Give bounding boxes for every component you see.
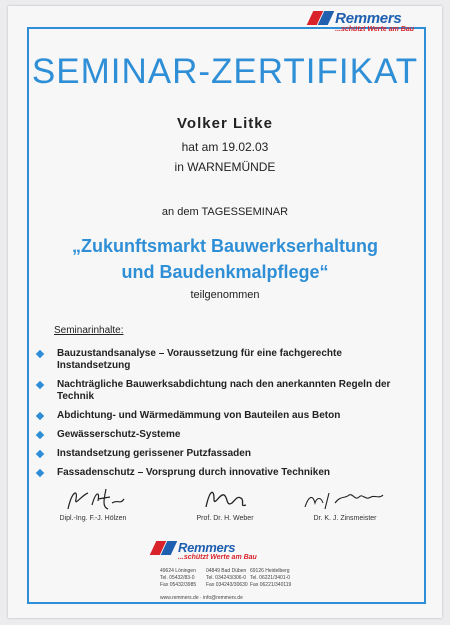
logo-slogan: ...schützt Werte am Bau	[178, 554, 257, 561]
list-item: Abdichtung- und Wärmedämmung von Bauteilen aus Beton	[34, 410, 414, 422]
address-block-1: 49624 Löningen Tel. 05432/83-0 Fax 05432/3985	[160, 568, 197, 588]
diamond-bullet-icon	[36, 350, 44, 358]
contents-label: Seminarinhalte:	[54, 325, 124, 336]
signature-block-2	[170, 485, 280, 522]
address-block-3: 69126 Heidelberg Tel. 06221/3401-0 Fax 06221/340119	[250, 568, 292, 588]
logo-slogan: ...schützt Werte am Bau	[335, 26, 414, 33]
diamond-bullet-icon	[36, 450, 44, 458]
certificate-sheet	[8, 6, 442, 618]
signature-name: Dr. K. J. Zinsmeister	[313, 515, 377, 522]
remmers-flag-icon	[150, 541, 176, 555]
signature-block-3	[290, 485, 400, 522]
diamond-bullet-icon	[36, 412, 44, 420]
address-block-2: 04849 Bad Düben Tel. 034243/306-0 Fax 034243/30630	[206, 568, 248, 588]
signature-name: Prof. Dr. H. Weber	[196, 515, 254, 522]
signature-image	[48, 485, 138, 513]
headline-line-2: und Baudenkmalpflege“	[121, 262, 329, 282]
remmers-logo-bottom	[150, 541, 257, 561]
logo-name: Remmers	[335, 10, 402, 27]
list-item: Bauzustandsanalyse – Voraussetzung für eine fachgerechte Instandsetzung	[34, 348, 414, 372]
signature-image	[295, 485, 395, 513]
remmers-flag-icon	[307, 11, 333, 25]
headline-line-1: „Zukunftsmarkt Bauwerkserhaltung	[71, 236, 379, 256]
list-item: Gewässerschutz-Systeme	[34, 429, 414, 441]
diamond-bullet-icon	[36, 431, 44, 439]
logo-name: Remmers	[178, 540, 236, 555]
remmers-logo-top	[307, 11, 414, 33]
certificate-title: SEMINAR-ZERTIFIKAT	[31, 52, 419, 91]
signature-image	[180, 485, 270, 513]
seminar-type: an dem TAGESSEMINAR	[161, 206, 289, 218]
signature-name: Dipl.-Ing. F.-J. Hölzen	[59, 515, 127, 522]
participated-text: teilgenommen	[190, 289, 260, 301]
contents-list	[34, 348, 414, 486]
participant-name: Volker Litke	[177, 115, 273, 132]
signature-block-1	[38, 485, 148, 522]
seminar-headline	[0, 233, 450, 285]
date-line: hat am 19.02.03	[181, 140, 269, 154]
place-line: in WARNEMÜNDE	[174, 160, 276, 174]
list-item: Instandsetzung gerissener Putzfassaden	[34, 448, 414, 460]
website-line: www.remmers.de · info@remmers.de	[160, 595, 243, 601]
diamond-bullet-icon	[36, 381, 44, 389]
list-item: Fassadenschutz – Vorsprung durch innovative Techniken	[34, 467, 414, 479]
list-item: Nachträgliche Bauwerksabdichtung nach den anerkannten Regeln der Technik	[34, 379, 414, 403]
diamond-bullet-icon	[36, 469, 44, 477]
